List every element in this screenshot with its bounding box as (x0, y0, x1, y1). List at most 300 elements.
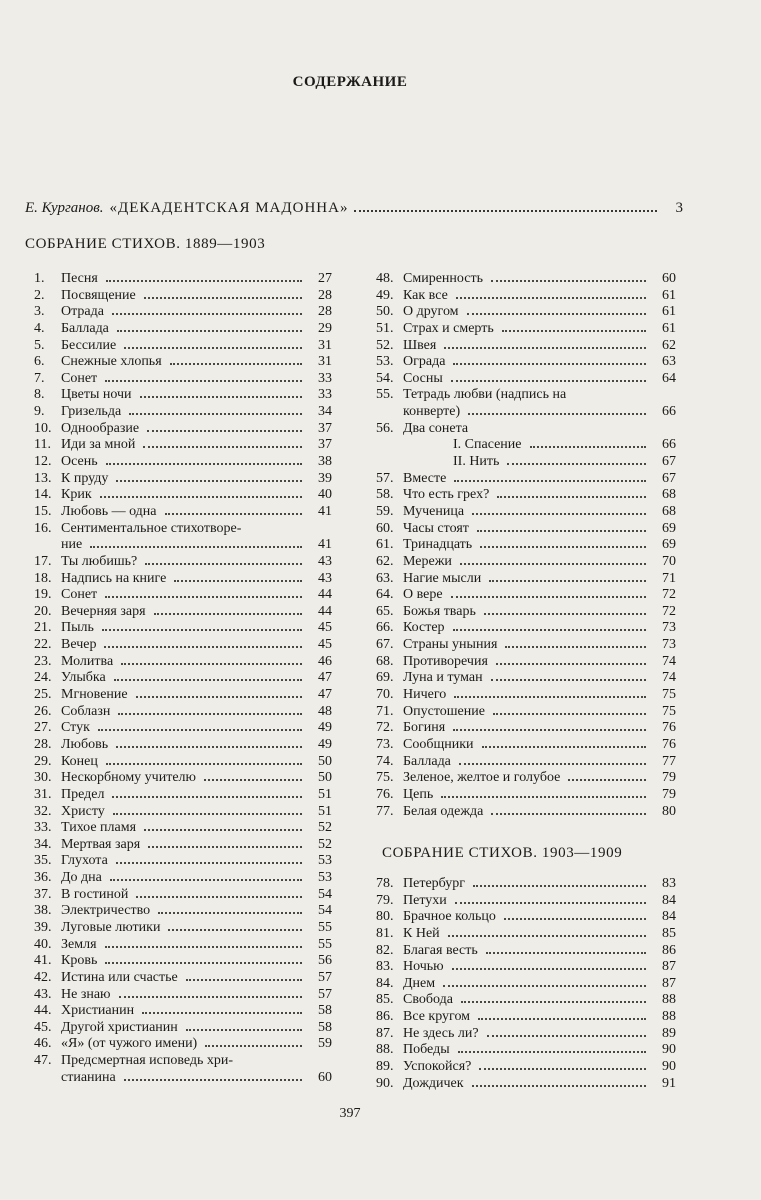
entry-title: Нагие мысли (403, 570, 482, 586)
section-title-1903-1909: СОБРАНИЕ СТИХОВ. 1903—1909 (382, 845, 623, 861)
leader-dots (461, 1001, 646, 1003)
entry-page: 76 (662, 720, 676, 736)
toc-entry (376, 1042, 676, 1059)
leader-dots (441, 796, 646, 798)
entry-page: 51 (318, 803, 332, 819)
entry-number: 28. (34, 736, 52, 752)
entry-page: 89 (662, 1025, 676, 1041)
leader-dots (452, 968, 646, 970)
toc-entry (34, 421, 332, 438)
leader-dots (118, 713, 302, 715)
entry-page: 66 (662, 437, 676, 453)
entry-page: 54 (318, 903, 332, 919)
entry-title: Христу (61, 803, 105, 819)
leader-dots (105, 596, 302, 598)
entry-number: 37. (34, 886, 52, 902)
entry-number: 41. (34, 953, 52, 969)
entry-page: 67 (662, 454, 676, 470)
toc-entry (376, 1076, 676, 1093)
entry-title: Швея (403, 337, 437, 353)
entry-number: 45. (34, 1019, 52, 1035)
entry-title: Костер (403, 620, 445, 636)
intro-author: Е. Курганов. (25, 200, 104, 216)
entry-title: Брачное кольцо (403, 909, 496, 925)
leader-dots (459, 763, 646, 765)
entry-title: Ночью (403, 959, 444, 975)
toc-entry (376, 537, 676, 554)
entry-title: Предсмертная исповедь хри- (61, 1053, 234, 1069)
toc-entry (34, 387, 332, 404)
entry-title: Мученица (403, 503, 465, 519)
leader-dots (106, 463, 302, 465)
entry-number: 51. (376, 320, 394, 336)
entry-title: Песня (61, 271, 98, 286)
entry-number: 66. (376, 620, 394, 636)
entry-title: Божья тварь (403, 603, 476, 619)
toc-entry (34, 521, 332, 538)
entry-number: 24. (34, 670, 52, 686)
entry-title: Любовь — одна (61, 503, 157, 519)
entry-page: 52 (318, 820, 332, 836)
entry-page: 73 (662, 637, 676, 653)
leader-dots (144, 829, 302, 831)
entry-title: Улыбка (61, 670, 106, 686)
entry-number: 9. (34, 404, 45, 420)
entry-number: 61. (376, 537, 394, 553)
entry-number: 52. (376, 337, 394, 353)
toc-entry (34, 820, 332, 837)
entry-number: 44. (34, 1003, 52, 1019)
toc-entry (376, 620, 676, 637)
entry-page: 69 (662, 537, 676, 553)
entry-page: 61 (662, 304, 676, 320)
toc-entry (34, 587, 332, 604)
leader-dots (493, 713, 646, 715)
toc-entry (34, 920, 332, 937)
toc-entry (376, 437, 676, 454)
entry-number: 67. (376, 637, 394, 653)
entry-title: Свобода (403, 992, 453, 1008)
toc-entry (376, 876, 676, 893)
entry-number: 11. (34, 437, 51, 453)
toc-entry (376, 787, 676, 804)
toc-entry (34, 737, 332, 754)
entry-page: 44 (318, 587, 332, 603)
entry-number: 87. (376, 1025, 394, 1041)
toc-entry (34, 870, 332, 887)
entry-title: Тетрадь любви (надпись на (403, 387, 567, 403)
entry-title: Ограда (403, 354, 446, 370)
entry-title: Зеленое, желтое и голубое (403, 770, 561, 786)
leader-dots (106, 763, 302, 765)
entry-page: 47 (318, 687, 332, 703)
entry-number: 85. (376, 992, 394, 1008)
toc-entry (34, 354, 332, 371)
entry-page: 52 (318, 836, 332, 852)
toc-entry (34, 704, 332, 721)
toc-entry (376, 637, 676, 654)
entry-number: 33. (34, 820, 52, 836)
entry-title: Осень (61, 454, 98, 470)
entry-page: 58 (318, 1019, 332, 1035)
entry-page: 68 (662, 487, 676, 503)
entry-page: 58 (318, 1003, 332, 1019)
entry-page: 79 (662, 770, 676, 786)
leader-dots (443, 985, 646, 987)
leader-dots (453, 363, 646, 365)
toc-entry (34, 487, 332, 504)
entry-number: 13. (34, 470, 52, 486)
leader-dots (453, 729, 646, 731)
entry-title: Что есть грех? (403, 487, 490, 503)
entry-number: 48. (376, 271, 394, 286)
entry-title: Мгновение (61, 687, 128, 703)
toc-entry (376, 271, 676, 288)
leader-dots (100, 496, 302, 498)
entry-title: Отрада (61, 304, 104, 320)
entry-number: 3. (34, 304, 45, 320)
toc-entry (34, 437, 332, 454)
entry-page: 67 (662, 470, 676, 486)
toc-entry (376, 737, 676, 754)
entry-number: 82. (376, 942, 394, 958)
entry-number: 12. (34, 454, 52, 470)
toc-entry (376, 321, 676, 338)
leader-dots (142, 1012, 302, 1014)
leader-dots (484, 613, 646, 615)
leader-dots (479, 1068, 646, 1070)
entry-number: 42. (34, 969, 52, 985)
entry-number: 23. (34, 653, 52, 669)
entry-page: 47 (318, 670, 332, 686)
entry-number: 60. (376, 520, 394, 536)
leader-dots (124, 1079, 302, 1081)
toc-entry (34, 571, 332, 588)
toc-entry (376, 1059, 676, 1076)
entry-title: Вечерняя заря (61, 603, 146, 619)
entry-page: 84 (662, 892, 676, 908)
leader-dots (105, 946, 302, 948)
entry-title: Ты любишь? (61, 553, 138, 569)
toc-entry (376, 926, 676, 943)
entry-number: 68. (376, 653, 394, 669)
toc-entry (376, 893, 676, 910)
toc-entry (376, 770, 676, 787)
entry-page: 72 (662, 587, 676, 603)
entry-title: Сонет (61, 587, 98, 603)
entry-page: 48 (318, 703, 332, 719)
leader-dots (154, 613, 302, 615)
entry-number: 58. (376, 487, 394, 503)
leader-dots (136, 696, 302, 698)
entry-number: 70. (376, 687, 394, 703)
entry-title: Не знаю (61, 986, 111, 1002)
intro-page: 3 (675, 200, 683, 216)
entry-number: 56. (376, 420, 394, 436)
toc-entry (34, 754, 332, 771)
entry-number: 35. (34, 853, 52, 869)
leader-dots (98, 729, 302, 731)
toc-entry (34, 371, 332, 388)
toc-entry (34, 504, 332, 521)
entry-page: 69 (662, 520, 676, 536)
leader-dots (497, 496, 646, 498)
entry-page: 56 (318, 953, 332, 969)
toc-entry (376, 909, 676, 926)
entry-number: 32. (34, 803, 52, 819)
entry-title: Мертвая заря (61, 836, 141, 852)
entry-title: Часы стоят (403, 520, 469, 536)
toc-right-column-2 (376, 876, 676, 1092)
entry-page: 53 (318, 853, 332, 869)
section-title-1889-1903: СОБРАНИЕ СТИХОВ. 1889—1903 (25, 236, 266, 252)
leader-dots (116, 746, 302, 748)
entry-title: Луговые лютики (61, 919, 161, 935)
leader-dots (444, 347, 646, 349)
entry-number: 86. (376, 1009, 394, 1025)
entry-page: 38 (318, 454, 332, 470)
leader-dots (147, 430, 302, 432)
toc-entry (34, 804, 332, 821)
entry-title: Надпись на книге (61, 570, 167, 586)
entry-title: Петербург (403, 876, 465, 891)
toc-entry (376, 338, 676, 355)
entry-page: 76 (662, 736, 676, 752)
entry-title: Другой христианин (61, 1019, 178, 1035)
entry-number: 75. (376, 770, 394, 786)
leader-dots (486, 952, 646, 954)
entry-title: Два сонета (403, 420, 469, 436)
toc-entry (376, 992, 676, 1009)
leader-dots (102, 629, 302, 631)
entry-page: 66 (662, 404, 676, 420)
toc-entry (34, 1020, 332, 1037)
entry-page: 27 (318, 271, 332, 286)
entry-page: 50 (318, 753, 332, 769)
entry-page: 49 (318, 720, 332, 736)
entry-page: 85 (662, 925, 676, 941)
entry-title: Сообщники (403, 736, 474, 752)
entry-page: 87 (662, 959, 676, 975)
toc-right-column (376, 271, 676, 820)
entry-page: 31 (318, 354, 332, 370)
entry-page: 87 (662, 975, 676, 991)
entry-number: 50. (376, 304, 394, 320)
entry-title: О другом (403, 304, 459, 320)
entry-number: 47. (34, 1053, 52, 1069)
entry-page: 73 (662, 620, 676, 636)
entry-title: К Ней (403, 925, 440, 941)
entry-number: 4. (34, 320, 45, 336)
entry-page: 57 (318, 969, 332, 985)
leader-dots (448, 935, 646, 937)
toc-entry (376, 976, 676, 993)
entry-number: 39. (34, 919, 52, 935)
entry-number: 14. (34, 487, 52, 503)
entry-number: 65. (376, 603, 394, 619)
entry-number: 21. (34, 620, 52, 636)
leader-dots (451, 380, 646, 382)
entry-title: Днем (403, 975, 436, 991)
entry-number: 49. (376, 287, 394, 303)
toc-entry (376, 354, 676, 371)
entry-title: Гризельда (61, 404, 122, 420)
entry-page: 55 (318, 936, 332, 952)
entry-title: Баллада (403, 753, 451, 769)
entry-title: Победы (403, 1042, 450, 1058)
leader-dots (451, 596, 646, 598)
entry-title: Тринадцать (403, 537, 473, 553)
entry-title: Сентиментальное стихотворе- (61, 520, 242, 536)
entry-title: Дождичек (403, 1075, 464, 1091)
entry-number: 30. (34, 770, 52, 786)
leader-dots (453, 629, 646, 631)
entry-title: Благая весть (403, 942, 478, 958)
entry-page: 54 (318, 886, 332, 902)
toc-entry (376, 404, 676, 421)
entry-page: 28 (318, 287, 332, 303)
entry-number: 2. (34, 287, 45, 303)
entry-title: Цепь (403, 786, 434, 802)
entry-page: 53 (318, 870, 332, 886)
leader-dots (168, 929, 302, 931)
entry-number: 62. (376, 553, 394, 569)
leader-dots (505, 646, 646, 648)
toc-entry (376, 720, 676, 737)
entry-title: конверте) (403, 404, 461, 420)
entry-number: 83. (376, 959, 394, 975)
entry-page: 79 (662, 786, 676, 802)
leader-dots (186, 979, 302, 981)
leader-dots (113, 813, 302, 815)
entry-number: 57. (376, 470, 394, 486)
toc-entry (34, 970, 332, 987)
entry-number: 19. (34, 587, 52, 603)
entry-title: Предел (61, 786, 105, 802)
toc-entry (34, 937, 332, 954)
entry-number: 26. (34, 703, 52, 719)
toc-entry (34, 404, 332, 421)
entry-title: Кровь (61, 953, 98, 969)
entry-page: 64 (662, 370, 676, 386)
entry-page: 70 (662, 553, 676, 569)
toc-entry (34, 620, 332, 637)
toc-entry (376, 587, 676, 604)
leader-dots (472, 513, 646, 515)
leader-dots (136, 896, 302, 898)
leader-dots (117, 330, 302, 332)
entry-page: 77 (662, 753, 676, 769)
entry-title: Все кругом (403, 1009, 471, 1025)
toc-entry (34, 903, 332, 920)
leader-dots (354, 210, 657, 212)
entry-page: 72 (662, 603, 676, 619)
entry-title: Молитва (61, 653, 114, 669)
entry-page: 80 (662, 803, 676, 819)
leader-dots (491, 813, 646, 815)
leader-dots (491, 280, 646, 282)
entry-number: 55. (376, 387, 394, 403)
entry-title: В гостиной (61, 886, 129, 902)
entry-page: 60 (662, 271, 676, 286)
entry-page: 91 (662, 1075, 676, 1091)
leader-dots (129, 413, 302, 415)
entry-title: Как все (403, 287, 448, 303)
entry-number: 38. (34, 903, 52, 919)
entry-title: Вечер (61, 637, 97, 653)
entry-page: 33 (318, 387, 332, 403)
toc-entry (376, 687, 676, 704)
entry-number: 8. (34, 387, 45, 403)
toc-entry (376, 654, 676, 671)
entry-page: 83 (662, 876, 676, 891)
entry-title: Снежные хлопья (61, 354, 162, 370)
toc-entry (34, 554, 332, 571)
toc-entry (376, 387, 676, 404)
leader-dots (112, 796, 302, 798)
entry-title: Белая одежда (403, 803, 484, 819)
page-number: 397 (339, 1106, 361, 1121)
entry-number: 79. (376, 892, 394, 908)
toc-entry (34, 670, 332, 687)
entry-page: 63 (662, 354, 676, 370)
entry-number: 84. (376, 975, 394, 991)
entry-title: Успокойся? (403, 1059, 472, 1075)
entry-number: 59. (376, 503, 394, 519)
entry-number: 16. (34, 520, 52, 536)
entry-number: 15. (34, 503, 52, 519)
entry-page: 37 (318, 420, 332, 436)
leader-dots (110, 879, 302, 881)
leader-dots (105, 962, 302, 964)
entry-page: 29 (318, 320, 332, 336)
entry-title: Иди за мной (61, 437, 136, 453)
leader-dots (143, 446, 302, 448)
entry-number: 53. (376, 354, 394, 370)
entry-number: 43. (34, 986, 52, 1002)
toc-entry (376, 604, 676, 621)
toc-entry (376, 670, 676, 687)
entry-title: II. Нить (453, 454, 500, 470)
entry-number: 80. (376, 909, 394, 925)
entry-page: 84 (662, 909, 676, 925)
page-title: СОДЕРЖАНИЕ (292, 74, 408, 90)
leader-dots (114, 679, 302, 681)
entry-title: Не здесь ли? (403, 1025, 479, 1041)
leader-dots (148, 846, 302, 848)
entry-title: Тихое пламя (61, 820, 137, 836)
entry-title: Сосны (403, 370, 443, 386)
entry-title: Богиня (403, 720, 446, 736)
entry-page: 61 (662, 287, 676, 303)
toc-entry (34, 1053, 332, 1070)
toc-entry (376, 804, 676, 821)
toc-left-column (34, 271, 332, 1086)
toc-entry (34, 304, 332, 321)
entry-title: I. Спасение (453, 437, 522, 453)
entry-page: 90 (662, 1042, 676, 1058)
leader-dots (478, 1018, 646, 1020)
leader-dots (119, 996, 302, 998)
leader-dots (158, 912, 302, 914)
entry-title: Пыль (61, 620, 94, 636)
leader-dots (104, 646, 302, 648)
entry-page: 45 (318, 637, 332, 653)
leader-dots (454, 696, 646, 698)
toc-entry (376, 571, 676, 588)
leader-dots (530, 446, 646, 448)
entry-number: 54. (376, 370, 394, 386)
